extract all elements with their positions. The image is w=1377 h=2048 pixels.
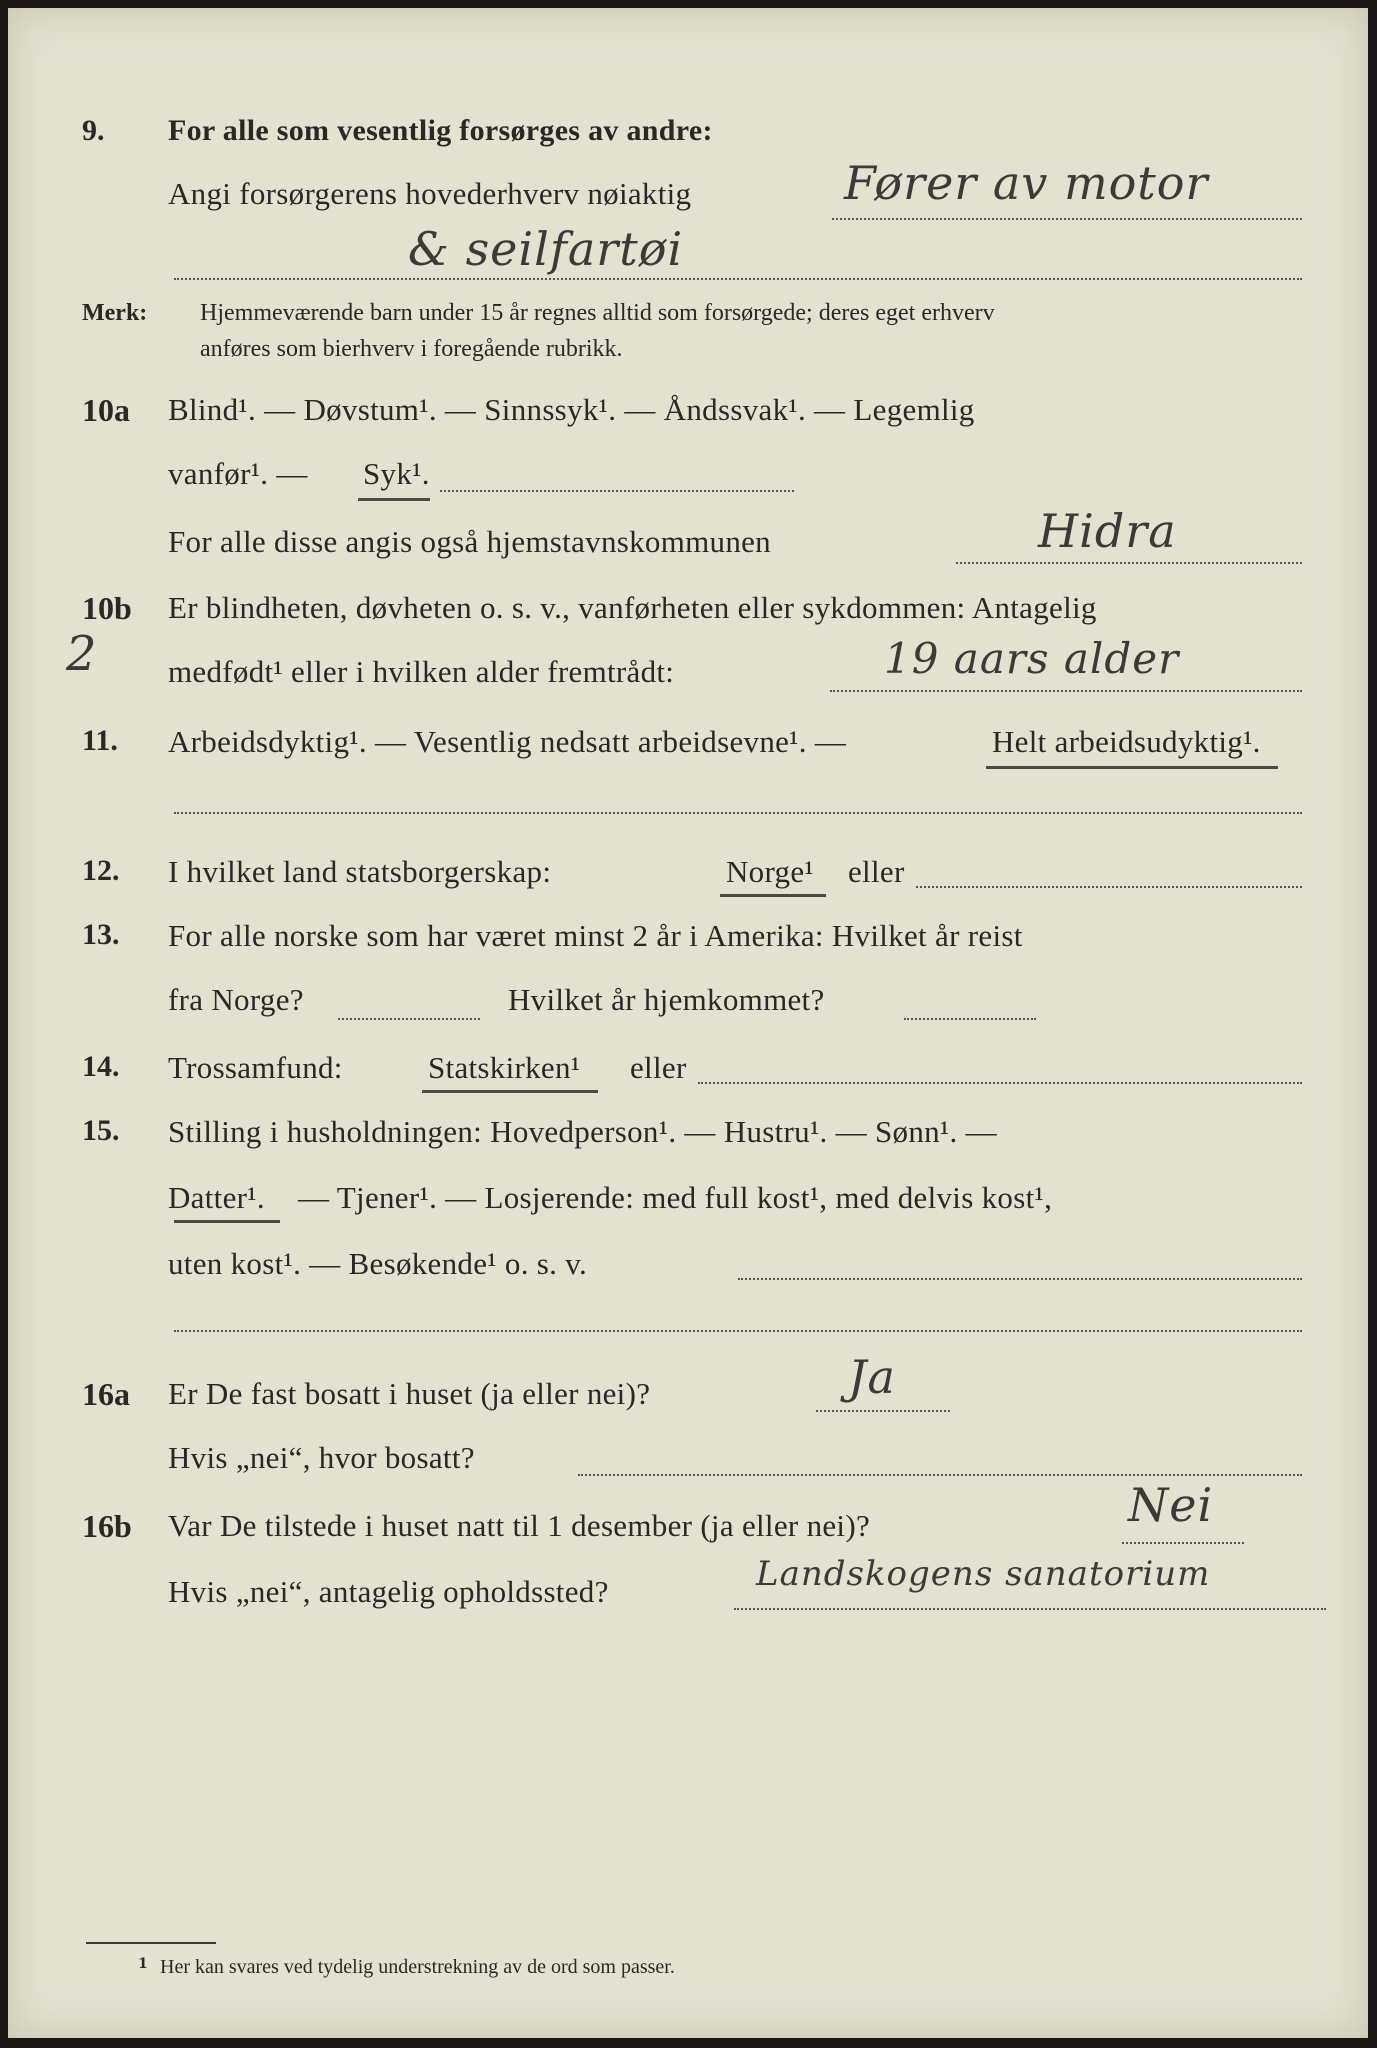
q16b-handwritten-answer: Nei	[1128, 1478, 1214, 1532]
q15-line-2: — Tjener¹. — Losjerende: med full kost¹, med delvis kost¹,	[298, 1180, 1053, 1215]
q16a-number: 16a	[82, 1376, 130, 1412]
q10a-syk-underline	[358, 498, 430, 501]
q12-question: I hvilket land statsborgerskap:	[168, 854, 552, 889]
q10b-handwritten-answer: 19 aars alder	[884, 634, 1180, 683]
q13-departure-question: fra Norge?	[168, 982, 304, 1017]
q11-line-prefix: Arbeidsdyktig¹. — Vesentlig nedsatt arbeidsevne¹. —	[168, 724, 847, 759]
q9-handwritten-answer-2: & seilfartøi	[408, 222, 684, 276]
q16a-answer-line	[816, 1410, 950, 1412]
q11-blank-line	[174, 812, 1302, 814]
q16a-followup-line	[578, 1474, 1302, 1476]
q9-answer-line	[832, 218, 1302, 220]
q10b-line-2: medfødt¹ eller i hvilken alder fremtrådt:	[168, 654, 675, 689]
q10a-line-3: For alle disse angis også hjemstavnskommunen	[168, 524, 771, 559]
q16b-number: 16b	[82, 1508, 132, 1544]
q9-number: 9.	[82, 114, 105, 147]
q10b-number: 10b	[82, 590, 132, 626]
q10a-syk-option: Syk¹.	[363, 456, 430, 491]
q15-line-1: Stilling i husholdningen: Hovedperson¹. — Hustru¹. — Sønn¹. —	[168, 1114, 997, 1149]
q11-underline	[986, 766, 1278, 769]
q10a-line-2-prefix: vanfør¹. —	[168, 456, 308, 491]
q16a-followup: Hvis „nei“, hvor bosatt?	[168, 1440, 475, 1475]
q10b-line-1: Er blindheten, døvheten o. s. v., vanførheten eller sykdommen: Antagelig	[168, 590, 1097, 625]
q16a-handwritten-answer: Ja	[848, 1350, 896, 1404]
q15-number: 15.	[82, 1114, 120, 1147]
q14-answer-line	[698, 1082, 1302, 1084]
q16b-handwritten-location: Landskogens sanatorium	[756, 1554, 1211, 1594]
q16a-question: Er De fast bosatt i huset (ja eller nei)?	[168, 1376, 651, 1411]
q10a-answer-line	[956, 562, 1302, 564]
note-line-2: anføres som bierhverv i foregående rubrikk.	[200, 336, 623, 362]
q16b-question: Var De tilstede i huset natt til 1 desember (ja eller nei)?	[168, 1508, 871, 1543]
q10a-number: 10a	[82, 392, 130, 428]
q15-datter-option: Datter¹.	[168, 1180, 265, 1215]
q13-line-1: For alle norske som har været minst 2 år i Amerika: Hvilket år reist	[168, 918, 1023, 953]
q9-handwritten-answer-1: Fører av motor	[844, 156, 1209, 210]
footnote-rule	[86, 1942, 216, 1944]
q12-norge-option: Norge¹	[726, 854, 815, 889]
q11-selected-option: Helt arbeidsudyktig¹.	[992, 724, 1261, 759]
q15-datter-underline	[174, 1220, 280, 1223]
q14-question: Trossamfund:	[168, 1050, 343, 1085]
q10b-answer-line	[830, 690, 1302, 692]
q16b-followup-line	[734, 1608, 1326, 1610]
q13-number: 13.	[82, 918, 120, 951]
q10a-line-1: Blind¹. — Døvstum¹. — Sinnssyk¹. — Åndssvak¹. — Legemlig	[168, 392, 975, 427]
footnote-text: Her kan svares ved tydelig understrekning av de ord som passer.	[160, 1956, 675, 1978]
q9-question: Angi forsørgerens hovederhverv nøiaktig	[168, 176, 692, 211]
q9-answer-line-2	[174, 278, 1302, 280]
q10a-line-2-blank	[440, 490, 794, 492]
footnote-mark: 1	[138, 1956, 148, 1972]
q12-answer-line	[916, 886, 1302, 888]
q14-underline	[422, 1090, 598, 1093]
q14-statskirken-option: Statskirken¹	[428, 1050, 581, 1085]
q16b-answer-line	[1122, 1542, 1244, 1544]
census-form-page	[8, 8, 1368, 2038]
note-line-1: Hjemmeværende barn under 15 år regnes alltid som forsørgede; deres eget erhverv	[200, 300, 995, 326]
q13-return-question: Hvilket år hjemkommet?	[508, 982, 825, 1017]
q14-eller: eller	[630, 1050, 687, 1085]
q12-number: 12.	[82, 854, 120, 887]
q15-blank-line	[174, 1330, 1302, 1332]
q15-answer-line	[738, 1278, 1302, 1280]
q10b-margin-mark: 2	[66, 626, 97, 682]
q15-line-3: uten kost¹. — Besøkende¹ o. s. v.	[168, 1246, 588, 1281]
q9-heading: For alle som vesentlig forsørges av andre:	[168, 114, 713, 147]
q13-departure-line	[338, 1018, 480, 1020]
q16b-followup: Hvis „nei“, antagelig opholdssted?	[168, 1574, 609, 1609]
q11-number: 11.	[82, 724, 118, 757]
q12-norge-underline	[720, 894, 826, 897]
q12-eller: eller	[848, 854, 905, 889]
q14-number: 14.	[82, 1050, 120, 1083]
note-label: Merk:	[82, 300, 148, 326]
q10a-handwritten-answer: Hidra	[1038, 504, 1177, 558]
q13-return-line	[904, 1018, 1036, 1020]
